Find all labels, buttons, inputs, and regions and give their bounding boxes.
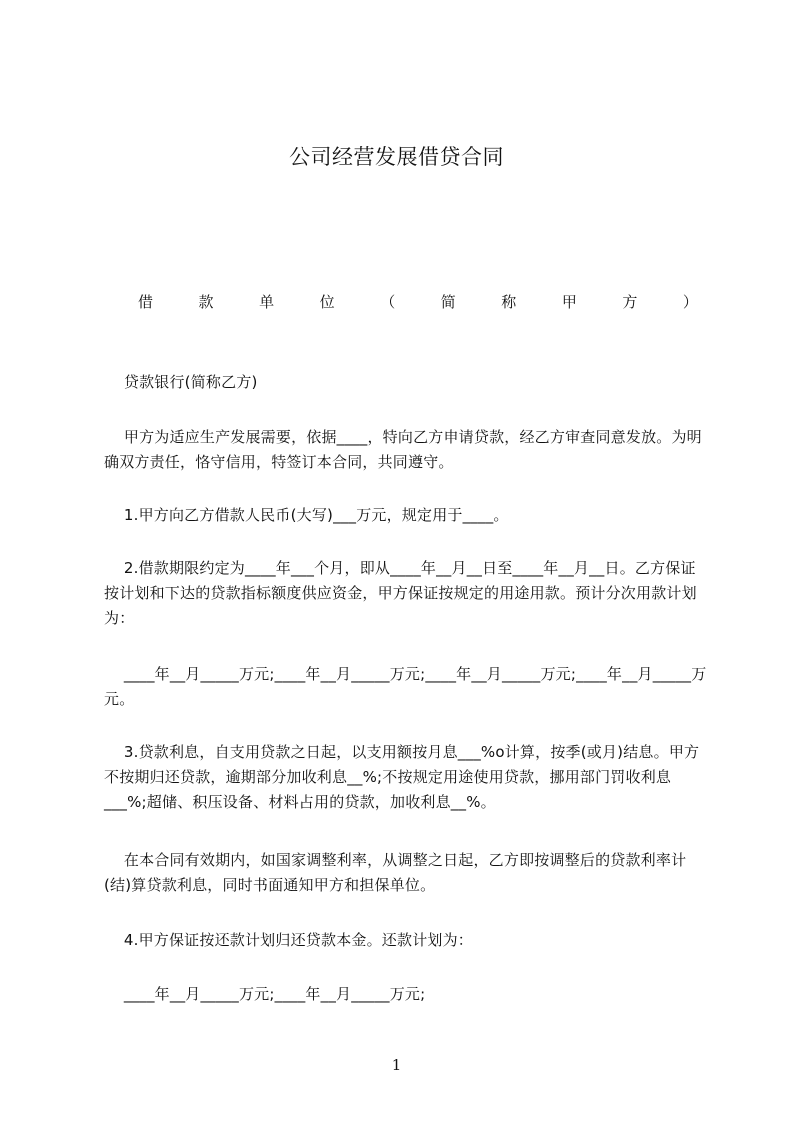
rate-adjust-paragraph: 在本合同有效期内，如国家调整利率，从调整之日起，乙方即按调整后的贷款利率计(结)算贷款利息，同时书面通知甲方和担保单位。 [104,851,687,894]
drawdown-plan-paragraph: ____年__月_____万元;____年__月_____万元;____年__月_____万元;____年__月_____万元。 [104,665,707,708]
borrower-line [138,291,698,312]
borrower-char: ） [682,293,698,311]
borrower-char: 甲 [561,293,577,311]
borrower-char: 借 [138,293,154,311]
contract-title: 公司经营发展借贷合同 [289,145,504,169]
borrower-char: 单 [259,293,275,311]
borrower-char: （ [380,293,396,311]
clause-1-paragraph: 1.甲方向乙方借款人民币(大写)___万元，规定用于____。 [104,506,509,524]
borrower-char: 位 [319,293,335,311]
borrower-char: 方 [622,293,638,311]
clause-2-paragraph: 2.借款期限约定为____年___个月，即从____年__月__日至____年__月__日。乙方保证按计划和下达的贷款指标额度供应资金，甲方保证按规定的用途用款。预计分次用款计划为： [104,559,697,627]
preamble-paragraph: 甲方为适应生产发展需要，依据____，特向乙方申请贷款，经乙方审查同意发放。为明确双方责任，恪守信用，特签订本合同，共同遵守。 [104,428,702,471]
clause-3-paragraph: 3.贷款利息，自支用贷款之日起，以支用额按月息___%o计算，按季(或月)结息。甲方不按期归还贷款，逾期部分加收利息__%;不按规定用途使用贷款，挪用部门罚收利息___%;超储、积压设备、材料占用的贷款，加收利息__%。 [104,743,700,811]
repayment-plan-paragraph: ____年__月_____万元;____年__月_____万元; [104,985,426,1003]
borrower-char: 称 [501,293,517,311]
borrower-char: 款 [198,293,214,311]
borrower-char: 简 [440,293,456,311]
page-number: 1 [391,1056,402,1074]
clause-4-paragraph: 4.甲方保证按还款计划归还贷款本金。还款计划为： [104,931,473,949]
lender-line: 贷款银行(简称乙方) [104,373,258,391]
